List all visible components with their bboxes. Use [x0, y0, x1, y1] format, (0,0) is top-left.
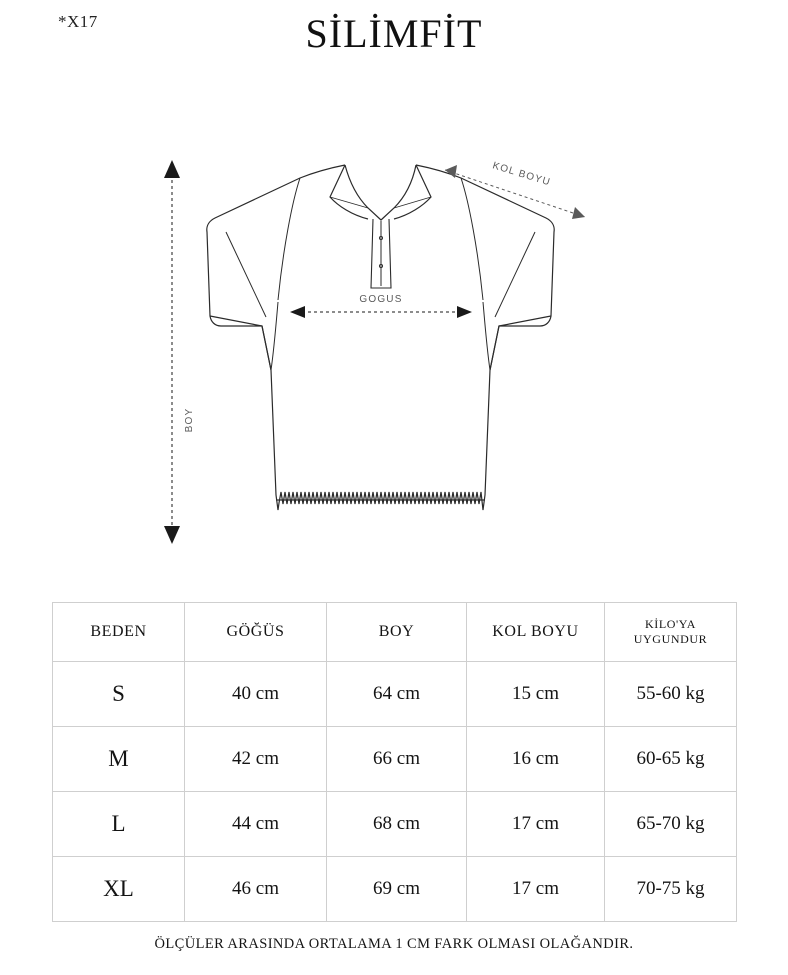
length-label: BOY — [184, 407, 195, 433]
sku-code: *X17 — [58, 12, 98, 31]
col-header-length: BOY — [327, 603, 467, 662]
cell-chest: 42 cm — [185, 727, 327, 792]
size-table-container — [52, 602, 736, 922]
table-row — [53, 662, 737, 727]
cell-weight: 55-60 kg — [605, 662, 737, 727]
cell-sleeve: 15 cm — [467, 662, 605, 727]
col-header-size: BEDEN — [53, 603, 185, 662]
shirt-outline — [207, 165, 554, 510]
col-header-weight — [605, 603, 737, 662]
col-header-chest: GÖĞÜS — [185, 603, 327, 662]
cell-sleeve: 17 cm — [467, 857, 605, 922]
page-title: SİLİMFİT — [305, 11, 483, 56]
cell-sleeve: 16 cm — [467, 727, 605, 792]
col-header-weight-line2: UYGUNDUR — [633, 632, 708, 646]
cell-length: 68 cm — [327, 792, 467, 857]
cell-size: M — [53, 727, 185, 792]
cell-size: XL — [53, 857, 185, 922]
cell-length: 66 cm — [327, 727, 467, 792]
cell-chest: 40 cm — [185, 662, 327, 727]
cell-weight: 70-75 kg — [605, 857, 737, 922]
cell-weight: 60-65 kg — [605, 727, 737, 792]
sleeve-label: KOL BOYU — [491, 160, 553, 189]
cell-length: 69 cm — [327, 857, 467, 922]
table-header-row — [53, 603, 737, 662]
cell-length: 64 cm — [327, 662, 467, 727]
col-header-weight-line1: KİLO'YA — [644, 617, 697, 631]
cell-size: L — [53, 792, 185, 857]
table-row — [53, 857, 737, 922]
footer-note: ÖLÇÜLER ARASINDA ORTALAMA 1 CM FARK OLMASI OLAĞANDIR. — [154, 936, 634, 952]
cell-size: S — [53, 662, 185, 727]
size-table — [52, 602, 737, 922]
chest-measure-arrow — [290, 306, 472, 318]
table-row — [53, 727, 737, 792]
cell-chest: 46 cm — [185, 857, 327, 922]
length-measure-arrow — [164, 160, 180, 544]
cell-chest: 44 cm — [185, 792, 327, 857]
cell-weight: 65-70 kg — [605, 792, 737, 857]
table-row — [53, 792, 737, 857]
col-header-sleeve: KOL BOYU — [467, 603, 605, 662]
chest-label: GOGUS — [359, 294, 403, 305]
garment-diagram — [0, 120, 788, 580]
cell-sleeve: 17 cm — [467, 792, 605, 857]
